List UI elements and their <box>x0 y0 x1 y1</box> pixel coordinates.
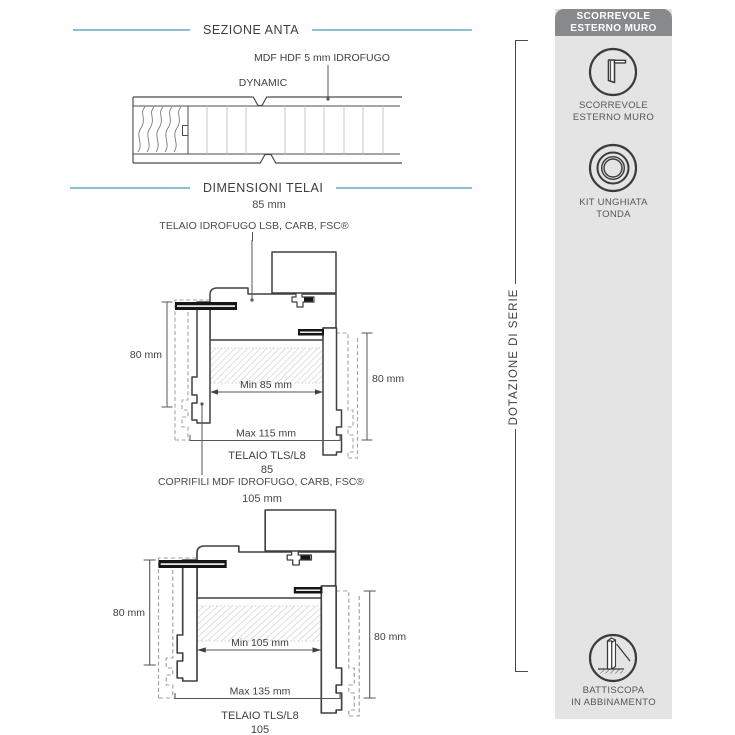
tubular-core-lines <box>207 106 383 154</box>
telaio-idrofugo-label: TELAIO IDROFUGO LSB, CARB, FSC® <box>159 220 349 232</box>
panel-header <box>555 9 672 36</box>
bracket-line-top <box>515 40 516 284</box>
dim-right: 80 mm <box>374 631 407 643</box>
dimensioni-telai-title: DIMENSIONI TELAI <box>203 181 324 195</box>
panel-header-line1: SCORREVOLE <box>576 11 651 22</box>
dim-min: Min 105 mm <box>231 637 289 649</box>
frame-size-105-label: 105 mm <box>242 493 282 505</box>
dim-right: 80 mm <box>372 373 405 385</box>
frame-name: TELAIO TLS/L8 <box>221 710 299 722</box>
dotazione-panel <box>555 9 672 719</box>
section-anta-title-row <box>73 22 472 38</box>
break-mark-top <box>252 96 268 106</box>
frame-section-drawing-85 <box>120 240 430 475</box>
mdf-leader-dot <box>326 97 329 100</box>
title-rule-right <box>312 29 472 31</box>
sliding-door-external-wall-icon <box>587 46 639 98</box>
frame-section-drawing-105 <box>112 498 432 735</box>
item-label-battiscopa: BATTISCOPA IN ABBINAMENTO <box>571 685 656 708</box>
frame-name: TELAIO TLS/L8 <box>228 450 306 462</box>
title-rule-left <box>73 29 190 31</box>
frame-size: 105 <box>250 724 270 735</box>
stile-notch <box>183 126 189 136</box>
dim-left: 80 mm <box>112 607 145 619</box>
telaio-leader-dot <box>250 298 253 301</box>
dim-left: 80 mm <box>129 349 162 361</box>
solid-wood-stile <box>133 106 188 154</box>
bracket-top-tick <box>515 40 528 41</box>
bracket-line-bottom <box>515 429 516 672</box>
dynamic-label: DYNAMIC <box>238 77 288 89</box>
item-label-kit-unghiata: KIT UNGHIATA TONDA <box>579 197 648 220</box>
mdf-label: MDF HDF 5 mm IDROFUGO <box>254 52 390 64</box>
break-mark-bottom <box>260 155 276 165</box>
dim-max: Max 115 mm <box>236 427 296 440</box>
dotazione-di-serie-label: DOTAZIONE DI SERIE <box>508 288 520 426</box>
bracket-bottom-tick <box>515 671 528 672</box>
frame-size-85-label: 85 mm <box>252 199 286 211</box>
panel-header-line2: ESTERNO MURO <box>570 22 657 34</box>
dim-min: Min 85 mm <box>240 379 292 391</box>
round-edge-kit-icon <box>587 142 639 194</box>
title-rule-right <box>336 187 472 189</box>
title-rule-left <box>70 187 190 189</box>
item-label-scorrevole: SCORREVOLE ESTERNO MURO <box>572 100 655 123</box>
section-anta-title: SEZIONE ANTA <box>203 23 300 37</box>
dim-max: Max 135 mm <box>229 685 291 698</box>
door-leaf-section-drawing <box>132 50 415 165</box>
coprifili-label: COPRIFILI MDF IDROFUGO, CARB, FSC® <box>157 476 365 488</box>
skirting-board-icon <box>587 632 639 684</box>
dimensioni-telai-title-row <box>70 180 472 196</box>
frame-size: 85 <box>260 464 274 475</box>
